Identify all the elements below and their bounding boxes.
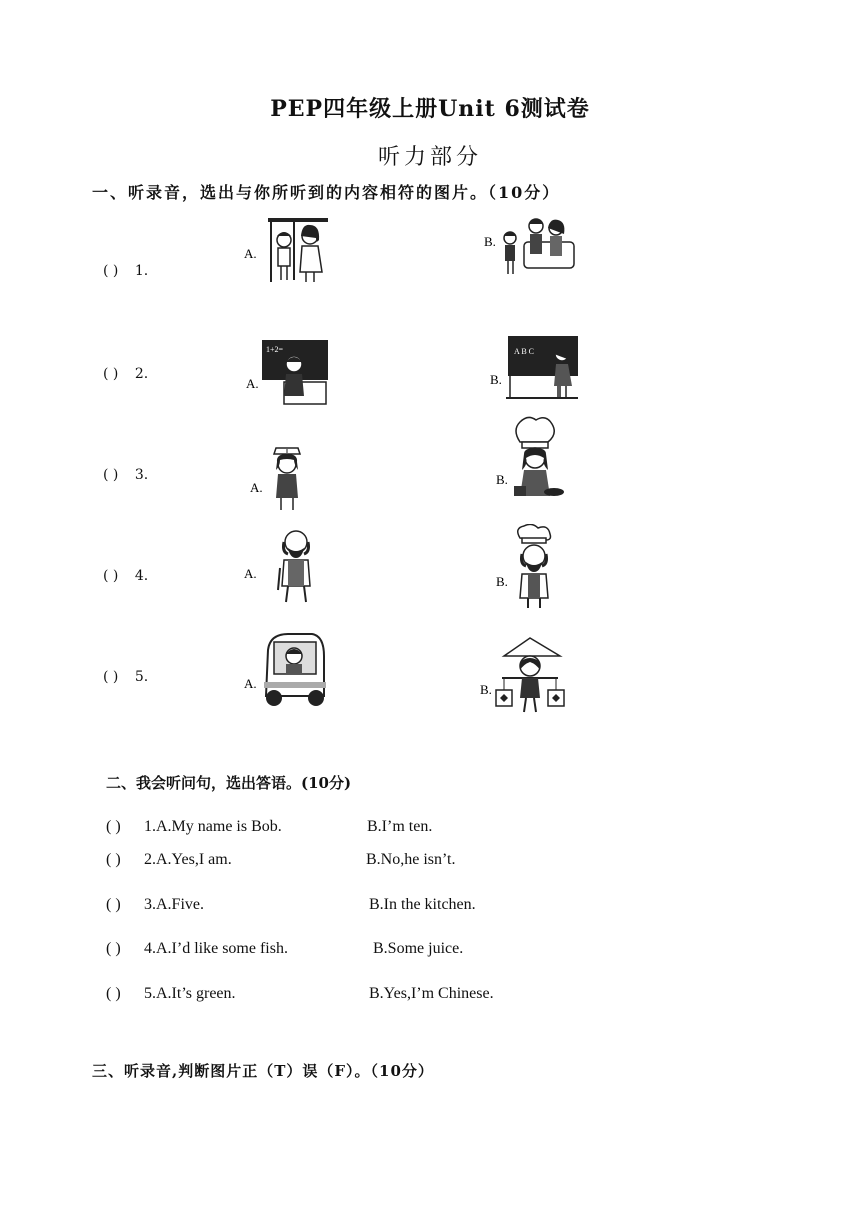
svg-text:A.: A. xyxy=(250,480,263,495)
teacher-and-children-icon xyxy=(244,214,334,286)
teacher-at-blackboard-icon xyxy=(488,334,584,406)
driver-in-car-icon xyxy=(244,630,334,712)
option-b-text: B.Some juice. xyxy=(373,940,464,957)
q5-option-b[interactable] xyxy=(478,632,568,716)
question-row-5 xyxy=(103,669,148,685)
svg-text:A.: A. xyxy=(244,246,257,261)
q1-option-b[interactable] xyxy=(484,210,584,280)
q2-option-b[interactable] xyxy=(488,334,584,406)
question-number: 4. xyxy=(134,568,149,584)
q3-option-a[interactable] xyxy=(248,440,318,512)
question-number: 2. xyxy=(134,366,149,382)
option-a-text: 3.A.Five. xyxy=(144,896,204,913)
question-row-3 xyxy=(103,467,148,483)
svg-text:A.: A. xyxy=(244,676,257,691)
answer-paren[interactable]: ( ) xyxy=(106,985,121,1002)
option-b-text: B.Yes,I’m Chinese. xyxy=(369,985,494,1002)
section2-heading: 二、我会听问句，选出答语。(10分) xyxy=(106,774,352,792)
svg-text:1+2=: 1+2= xyxy=(266,345,284,354)
page-subtitle: 听力部分 xyxy=(377,145,482,170)
option-a-text: 1.A.My name is Bob. xyxy=(144,818,282,835)
svg-text:B.: B. xyxy=(484,234,496,249)
svg-text:A.: A. xyxy=(246,376,259,391)
answer-paren[interactable]: ( ) xyxy=(106,896,121,913)
old-man-icon xyxy=(244,524,334,604)
boy-at-blackboard-icon xyxy=(244,336,334,408)
question-row-4 xyxy=(103,568,148,584)
option-b-text: B.I’m ten. xyxy=(367,818,433,835)
svg-text:A B C: A B C xyxy=(514,347,535,356)
q5-option-a[interactable] xyxy=(244,630,334,712)
question-number: 5. xyxy=(134,669,149,685)
family-on-sofa-icon xyxy=(484,210,584,280)
q2-option-a[interactable] xyxy=(244,336,334,408)
option-b-text: B.No,he isn’t. xyxy=(366,851,456,868)
chef-man-icon xyxy=(492,524,572,610)
section3-heading: 三、听录音,判断图片正（T）误（F）。（10分） xyxy=(92,1062,434,1080)
cook-icon xyxy=(492,414,572,510)
answer-paren[interactable]: ( ) xyxy=(103,568,119,584)
answer-paren[interactable]: ( ) xyxy=(103,467,119,483)
q4-option-a[interactable] xyxy=(244,524,334,604)
answer-paren[interactable]: ( ) xyxy=(103,263,119,279)
q3-option-b[interactable] xyxy=(492,414,572,510)
option-a-text: 4.A.I’d like some fish. xyxy=(144,940,288,957)
svg-text:B.: B. xyxy=(490,372,502,387)
q1-option-a[interactable] xyxy=(244,214,334,286)
option-a-text: 2.A.Yes,I am. xyxy=(144,851,232,868)
question-number: 1. xyxy=(134,263,149,279)
answer-paren[interactable]: ( ) xyxy=(106,940,121,957)
page-title: PEP四年级上册Unit 6测试卷 xyxy=(270,96,590,122)
answer-paren[interactable]: ( ) xyxy=(103,669,119,685)
question-row-2 xyxy=(103,366,148,382)
question-number: 3. xyxy=(134,467,149,483)
q4-option-b[interactable] xyxy=(492,524,572,610)
option-a-text: 5.A.It’s green. xyxy=(144,985,236,1002)
farmer-with-baskets-icon xyxy=(478,632,568,716)
svg-text:A.: A. xyxy=(244,566,257,581)
svg-text:B.: B. xyxy=(480,682,492,697)
option-b-text: B.In the kitchen. xyxy=(369,896,476,913)
section1-heading: 一、听录音，选出与你所听到的内容相符的图片。（10分） xyxy=(92,183,561,202)
question-row-1 xyxy=(103,263,148,279)
svg-text:B.: B. xyxy=(496,472,508,487)
nurse-icon xyxy=(248,440,318,512)
answer-paren[interactable]: ( ) xyxy=(103,366,119,382)
answer-paren[interactable]: ( ) xyxy=(106,851,121,868)
svg-text:B.: B. xyxy=(496,574,508,589)
answer-paren[interactable]: ( ) xyxy=(106,818,121,835)
